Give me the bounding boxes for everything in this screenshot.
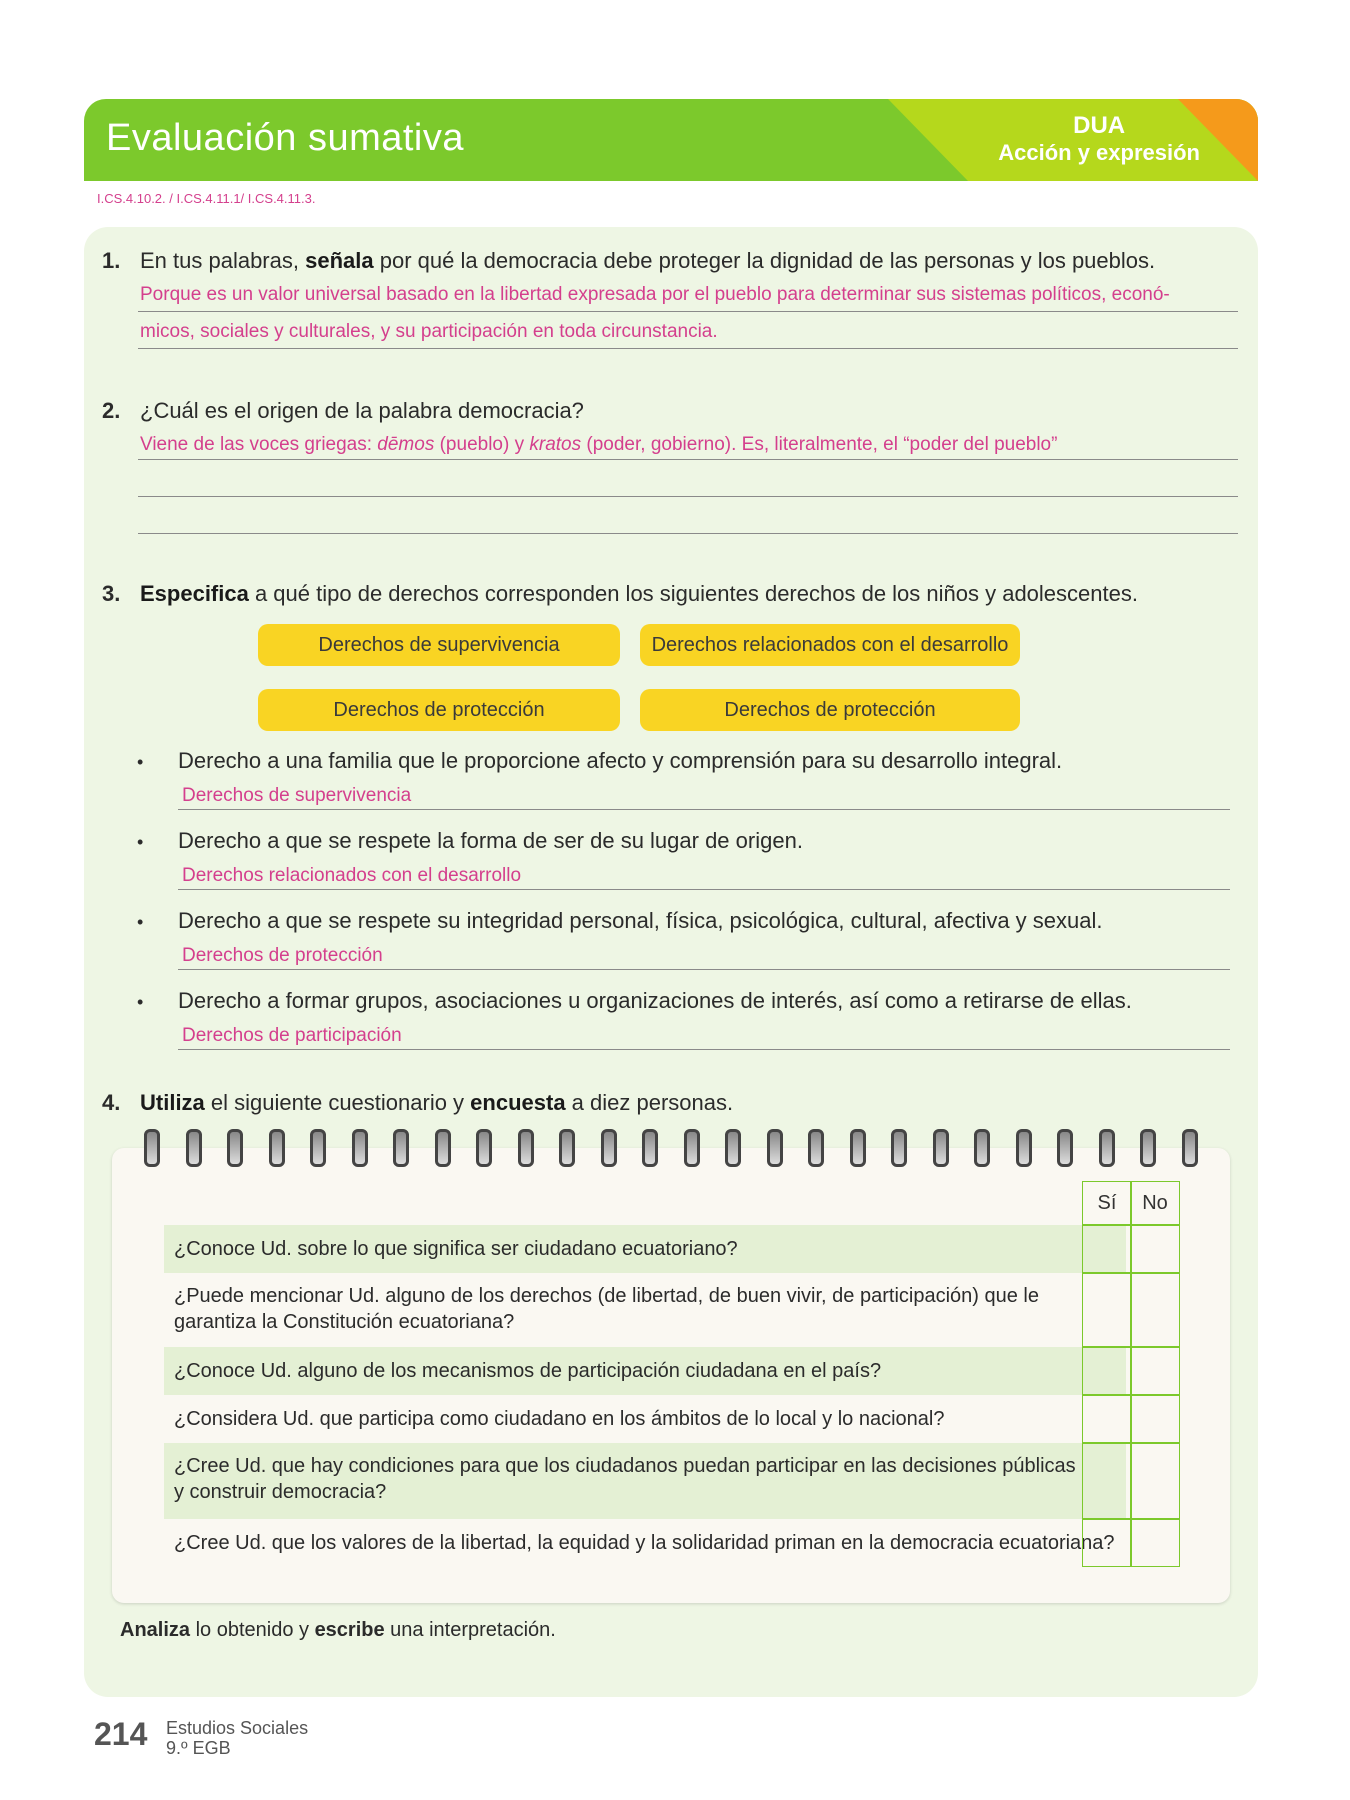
survey-row <box>164 1347 1126 1395</box>
spiral-ring <box>186 1129 202 1167</box>
question-text: ¿Cuál es el origen de la palabra democracia? <box>140 398 584 423</box>
rights-category-pill: Derechos de protección <box>640 689 1020 731</box>
right-item-answer: Derechos relacionados con el desarrollo <box>182 865 522 886</box>
rights-category-pill: Derechos de supervivencia <box>258 624 620 666</box>
question-text: Utiliza el siguiente cuestionario y encuesta a diez personas. <box>140 1090 734 1115</box>
spiral-ring <box>518 1129 534 1167</box>
answer-checkbox-yes[interactable] <box>1082 1347 1132 1395</box>
exercise-panel <box>84 227 1258 1697</box>
answer-line <box>138 348 1238 349</box>
survey-row <box>164 1395 1126 1443</box>
survey-question: ¿Considera Ud. que participa como ciudadano en los ámbitos de lo local y lo nacional? <box>174 1408 945 1430</box>
question-number: 3. <box>102 581 121 606</box>
bullet: • <box>137 752 144 772</box>
answer-line <box>138 496 1238 497</box>
survey-question: ¿Cree Ud. que hay condiciones para que los ciudadanos puedan participar en las decisiones públicas y construir democracia? <box>174 1455 1076 1503</box>
spiral-ring <box>227 1129 243 1167</box>
spiral-ring <box>891 1129 907 1167</box>
answer-line <box>138 459 1238 460</box>
bullet: • <box>137 832 144 852</box>
answer-line <box>138 533 1238 534</box>
answer-text: micos, sociales y culturales, y su participación en toda circunstancia. <box>140 321 718 342</box>
spiral-ring <box>393 1129 409 1167</box>
dua-label <box>998 113 1200 167</box>
dua-subtitle: Acción y expresión <box>998 140 1200 165</box>
question-number: 4. <box>102 1090 121 1115</box>
question-text: Especifica a qué tipo de derechos corresponden los siguientes derechos de los niños y adolescentes. <box>140 581 1138 606</box>
answer-checkbox-yes[interactable] <box>1082 1225 1132 1273</box>
survey-row <box>164 1225 1126 1273</box>
survey-row <box>164 1443 1126 1519</box>
question-number: 2. <box>102 398 121 423</box>
spiral-ring <box>642 1129 658 1167</box>
right-item-text: Derecho a que se respete su integridad personal, física, psicológica, cultural, afectiva y sexual. <box>178 908 1103 933</box>
spiral-ring <box>269 1129 285 1167</box>
spiral-ring <box>1016 1129 1032 1167</box>
spiral-ring <box>144 1129 160 1167</box>
answer-checkbox-yes[interactable] <box>1082 1443 1132 1519</box>
spiral-ring <box>1182 1129 1198 1167</box>
rights-category-pill: Derechos de protección <box>258 689 620 731</box>
spiral-ring <box>974 1129 990 1167</box>
spiral-ring <box>850 1129 866 1167</box>
analysis-instruction: Analiza lo obtenido y escribe una interpretación. <box>120 1619 556 1641</box>
answer-checkbox-yes[interactable] <box>1082 1273 1132 1347</box>
answer-checkbox-no[interactable] <box>1130 1347 1180 1395</box>
section-banner <box>84 99 1258 181</box>
spiral-ring <box>352 1129 368 1167</box>
right-item-answer: Derechos de supervivencia <box>182 785 412 806</box>
notebook-spiral <box>144 1129 1244 1169</box>
survey-notebook <box>112 1148 1230 1603</box>
spiral-ring <box>559 1129 575 1167</box>
answer-checkbox-no[interactable] <box>1130 1395 1180 1443</box>
survey-question: ¿Cree Ud. que los valores de la libertad, la equidad y la solidaridad priman en la democracia ecuatoriana? <box>174 1532 1115 1554</box>
right-item-text: Derecho a una familia que le proporcione afecto y comprensión para su desarrollo integral. <box>178 748 1063 773</box>
right-item-answer: Derechos de protección <box>182 945 383 966</box>
question-text: En tus palabras, señala por qué la democracia debe proteger la dignidad de las personas y los pueblos. <box>140 248 1156 273</box>
answer-text: Porque es un valor universal basado en la libertad expresada por el pueblo para determinar sus sistemas políticos, econó- <box>140 284 1170 305</box>
section-title: Evaluación sumativa <box>106 117 465 159</box>
bullet: • <box>137 912 144 932</box>
answer-checkbox-yes[interactable] <box>1082 1519 1132 1567</box>
right-item-text: Derecho a formar grupos, asociaciones u organizaciones de interés, así como a retirarse de ellas. <box>178 988 1132 1013</box>
spiral-ring <box>1057 1129 1073 1167</box>
survey-question: ¿Conoce Ud. alguno de los mecanismos de participación ciudadana en el país? <box>174 1360 882 1382</box>
answer-line <box>178 809 1230 810</box>
answer-line <box>178 1049 1230 1050</box>
spiral-ring <box>1140 1129 1156 1167</box>
survey-row <box>164 1273 1126 1347</box>
dua-title: DUA <box>1073 112 1126 139</box>
right-item-answer: Derechos de participación <box>182 1025 402 1046</box>
survey-question: ¿Conoce Ud. sobre lo que significa ser ciudadano ecuatoriano? <box>174 1238 738 1260</box>
question-number: 1. <box>102 248 121 273</box>
spiral-ring <box>808 1129 824 1167</box>
spiral-ring <box>767 1129 783 1167</box>
spiral-ring <box>684 1129 700 1167</box>
answer-checkbox-no[interactable] <box>1130 1519 1180 1567</box>
bullet: • <box>137 992 144 1012</box>
col-header-yes: Sí <box>1082 1181 1132 1225</box>
answer-text: Viene de las voces griegas: dēmos (pueblo) y kratos (poder, gobierno). Es, literalmente, el “poder del pueblo” <box>140 434 1058 455</box>
spiral-ring <box>601 1129 617 1167</box>
spiral-ring <box>435 1129 451 1167</box>
survey-row <box>164 1519 1126 1567</box>
page-number: 214 <box>94 1716 148 1752</box>
survey-question: ¿Puede mencionar Ud. alguno de los derechos (de libertad, de buen vivir, de participación) que le garantiza la Constitución ecuatoriana? <box>174 1285 1039 1333</box>
spiral-ring <box>1099 1129 1115 1167</box>
indicator-codes: I.CS.4.10.2. / I.CS.4.11.1/ I.CS.4.11.3. <box>97 191 316 206</box>
page-subject: Estudios Sociales 9.º EGB <box>166 1718 309 1758</box>
spiral-ring <box>476 1129 492 1167</box>
spiral-ring <box>725 1129 741 1167</box>
answer-line <box>178 969 1230 970</box>
answer-checkbox-no[interactable] <box>1130 1273 1180 1347</box>
answer-line <box>138 311 1238 312</box>
spiral-ring <box>933 1129 949 1167</box>
rights-category-pill: Derechos relacionados con el desarrollo <box>640 624 1020 666</box>
answer-checkbox-no[interactable] <box>1130 1443 1180 1519</box>
answer-checkbox-yes[interactable] <box>1082 1395 1132 1443</box>
col-header-no: No <box>1130 1181 1180 1225</box>
answer-checkbox-no[interactable] <box>1130 1225 1180 1273</box>
answer-line <box>178 889 1230 890</box>
spiral-ring <box>310 1129 326 1167</box>
right-item-text: Derecho a que se respete la forma de ser de su lugar de origen. <box>178 828 803 853</box>
